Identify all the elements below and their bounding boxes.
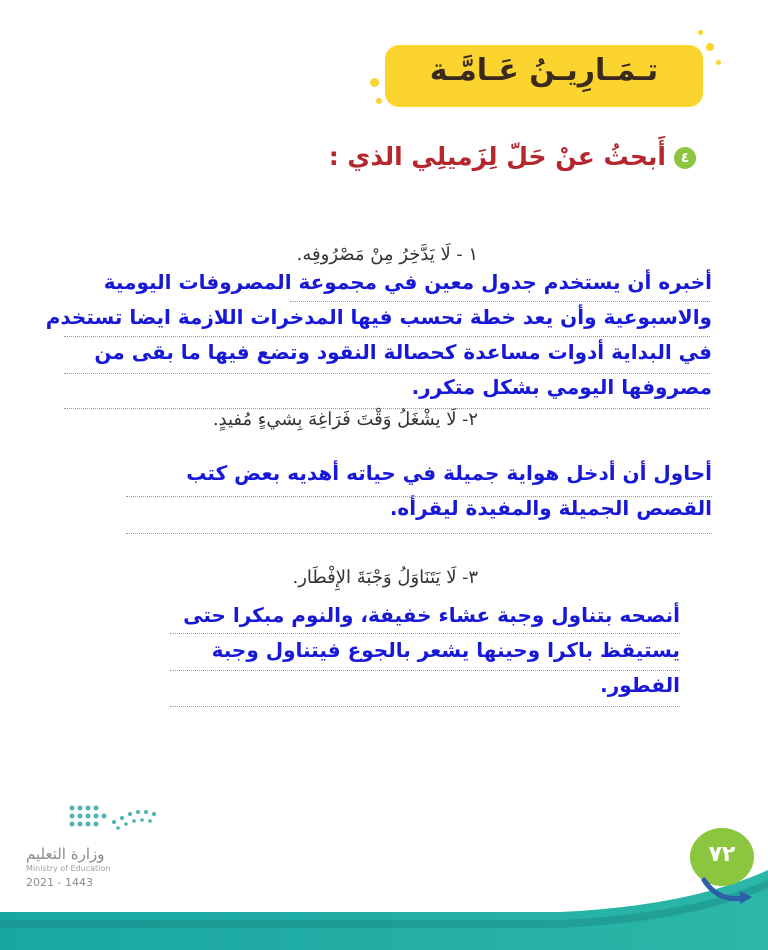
- swirl-icon: [700, 872, 764, 908]
- decorative-dot: [376, 98, 382, 104]
- ministry-year: 2021 - 1443: [26, 876, 93, 889]
- section-heading: [329, 142, 696, 171]
- answer-line: [170, 633, 680, 634]
- answer-line: [170, 706, 680, 707]
- exercise-3-prompt: ٣- لَا يَتَنَاوَلُ وَجْبَةَ الإِفْطَار.: [292, 567, 478, 588]
- ministry-name-ar: وزارة التعليم: [26, 845, 105, 863]
- answer-line: [290, 301, 710, 302]
- answer-line: [170, 670, 680, 671]
- ministry-logo-icon: [64, 800, 164, 838]
- exercise-1-prompt: ١ - لَا يَدَّخِرُ مِنْ مَصْرُوفِه.: [296, 244, 478, 265]
- lesson-title: تـمَـارِيـنُ عَـامَّـة: [429, 53, 659, 88]
- exercise-2-prompt: ٢- لَا يشْغَلُ وَقْتَ فَرَاغِهَ بِشيءٍ مُفيدٍ.: [212, 409, 478, 430]
- decorative-dot: [716, 60, 721, 65]
- answer-line: [126, 533, 712, 534]
- exercise-3-answer: أنصحه بتناول وجبة عشاء خفيفة، والنوم مبكرا حتى يستيقظ باكرا وحينها يشعر بالجوع فيتناول وجبة الفطور.: [183, 603, 680, 697]
- exercise-1-answer: أخبره أن يستخدم جدول معين في مجموعة المصروفات اليومية والاسبوعية وأن يعد خطة تحسب فيها المدخرات اللازمة ايضا تستخدم في البداية أدوات مساعدة كحصالة النقود وتضع فيها ما بقى من مصروفها اليومي بشكل متكرر.: [45, 270, 712, 399]
- decorative-dot: [706, 43, 714, 51]
- answer-line: [64, 336, 710, 337]
- ministry-name-en: Ministry of Education: [26, 864, 111, 873]
- decorative-dot: [698, 30, 703, 35]
- lesson-title-banner: [385, 45, 703, 107]
- exercise-2-answer: أحاول أن أدخل هواية جميلة في حياته أهديه بعض كتب القصص الجميلة والمفيدة ليقرأه.: [186, 461, 712, 520]
- footer-wave: [0, 860, 768, 950]
- section-number-badge: ٤: [674, 147, 696, 169]
- answer-line: [64, 373, 710, 374]
- answer-line: [126, 496, 712, 497]
- page-number: ٧٢: [708, 842, 736, 867]
- decorative-dot: [370, 78, 379, 87]
- section-heading-text: أَبحثُ عنْ حَلّ لِزَميلِي الذي :: [328, 142, 666, 171]
